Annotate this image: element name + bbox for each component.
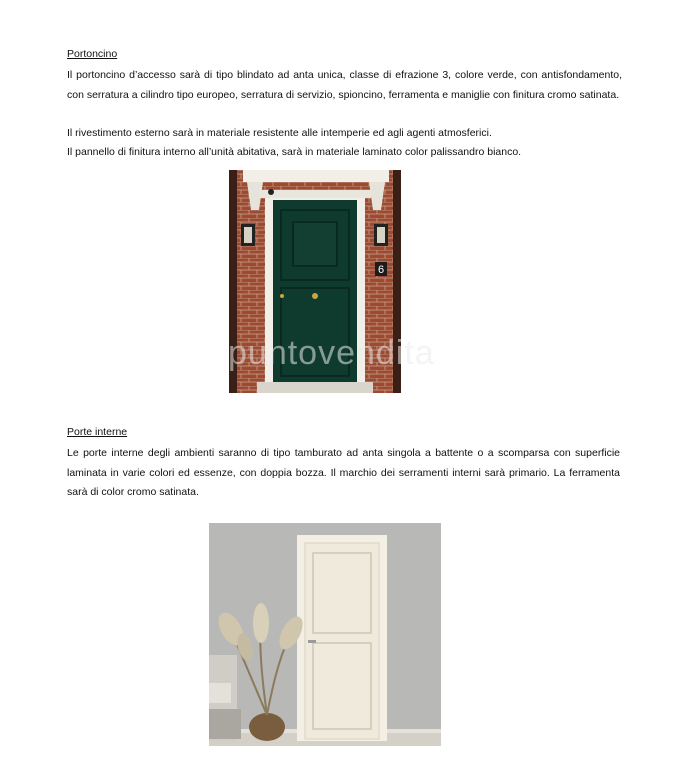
paragraph-porte-interne-description: Le porte interne degli ambienti saranno di tipo tamburato ad anta singola a battente o a scomparsa con superficie laminata in varie colori ed essenze, con doppia bozza. Il marchio dei serramenti interni sarà primario. La ferramenta sarà di color cromo satinata.: [67, 447, 620, 498]
interior-door-photo: [209, 523, 441, 746]
door-handle: [308, 640, 316, 643]
section-heading-porte-interne: Porte interne: [67, 426, 128, 438]
right-lantern: [374, 224, 388, 246]
left-lantern: [241, 224, 255, 246]
section-heading-portoncino: Portoncino: [67, 48, 118, 60]
watermark-text: puntovendita: [228, 334, 435, 372]
door-canopy: [243, 170, 389, 182]
armchair: [209, 655, 241, 741]
house-number: 6: [377, 264, 385, 276]
paragraph-portoncino-description: Il portoncino d’accesso sarà di tipo blindato ad anta unica, classe di efrazione 3, colore verde, con antisfondamento, con serratura a cilindro tipo europeo, serratura di servizio, spioncino, ferramenta e maniglie con finitura cromo satinata.: [67, 69, 622, 101]
interior-door: [305, 543, 379, 739]
paragraph-portoncino-exterior: Il rivestimento esterno sarà in materiale resistente alle intemperie ed agli agenti atmosferici.: [67, 127, 492, 139]
paragraph-portoncino-interior: Il pannello di finitura interno all’unità abitativa, sarà in materiale laminato color palissandro bianco.: [67, 146, 522, 158]
